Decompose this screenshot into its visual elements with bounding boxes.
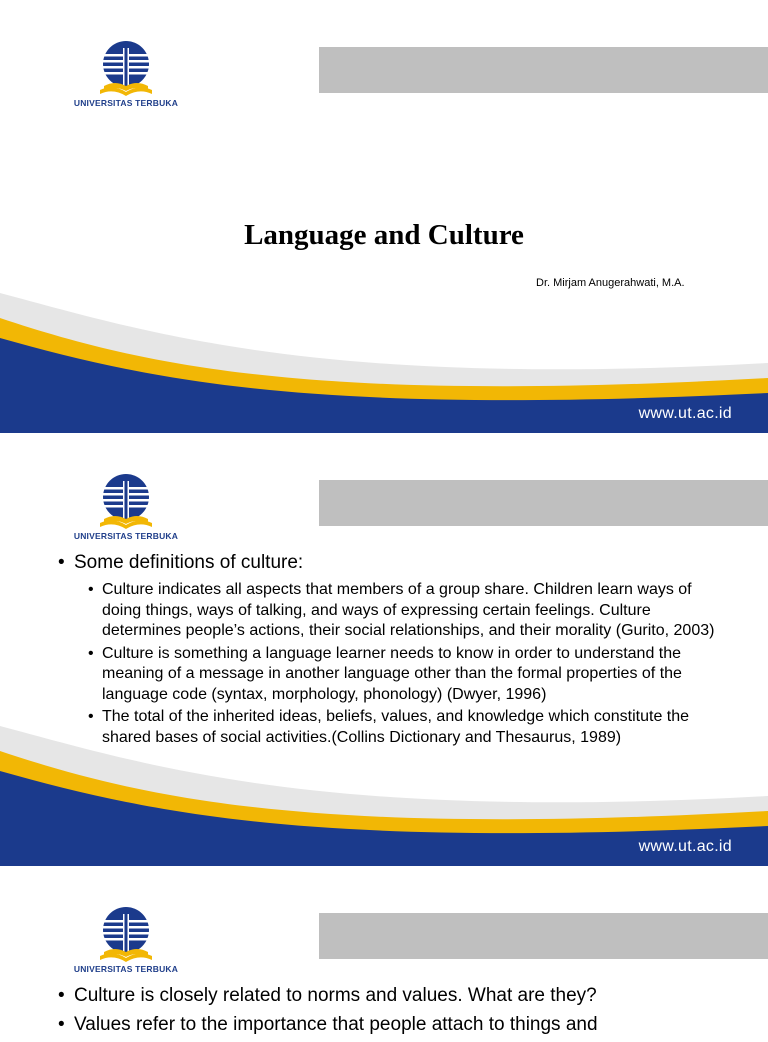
university-emblem-icon (64, 473, 188, 531)
norms-content (58, 984, 718, 1042)
definitions-heading: • Some definitions of culture: (58, 551, 718, 574)
slide-title-text: Language and Culture (244, 219, 524, 251)
definitions-list (58, 580, 718, 748)
definitions-content (58, 551, 718, 750)
header-bar (319, 480, 768, 526)
slide-title (0, 0, 768, 433)
university-emblem-icon (64, 40, 188, 98)
logo-label: UNIVERSITAS TERBUKA (73, 531, 179, 541)
header-bar (319, 913, 768, 959)
slide-definitions (0, 433, 768, 866)
university-logo (64, 473, 188, 543)
logo-label: UNIVERSITAS TERBUKA (73, 98, 179, 108)
list-item: • The total of the inherited ideas, beliefs, values, and knowledge which constitute the shared bases of social activities.(Collins Dictionary and Thesaurus, 1989) (102, 707, 718, 748)
university-logo (64, 906, 188, 976)
list-item: • Culture is something a language learner needs to know in order to understand the meaning of a message in another language other than the formal properties of the language code (syntax, morphology, phonology) (Dwyer, 1996) (102, 644, 718, 706)
website-url: www.ut.ac.id (638, 405, 732, 422)
website-url: www.ut.ac.id (638, 838, 732, 855)
logo-label: UNIVERSITAS TERBUKA (73, 964, 179, 974)
university-emblem-icon (64, 906, 188, 964)
university-logo (64, 40, 188, 110)
author-name: Dr. Mirjam Anugerahwati, M.A. (536, 277, 685, 289)
values-definition: • Values refer to the importance that people attach to things and (58, 1013, 718, 1036)
slide-norms-values (0, 866, 768, 1035)
norms-heading: • Culture is closely related to norms and values. What are they? (58, 984, 718, 1007)
list-item: • Culture indicates all aspects that members of a group share. Children learn ways of doing things, ways of talking, and ways of expressing certain feelings. Culture determines people’s actions, their social relationships, and their morality (Gurito, 2003) (102, 580, 718, 642)
header-bar (319, 47, 768, 93)
